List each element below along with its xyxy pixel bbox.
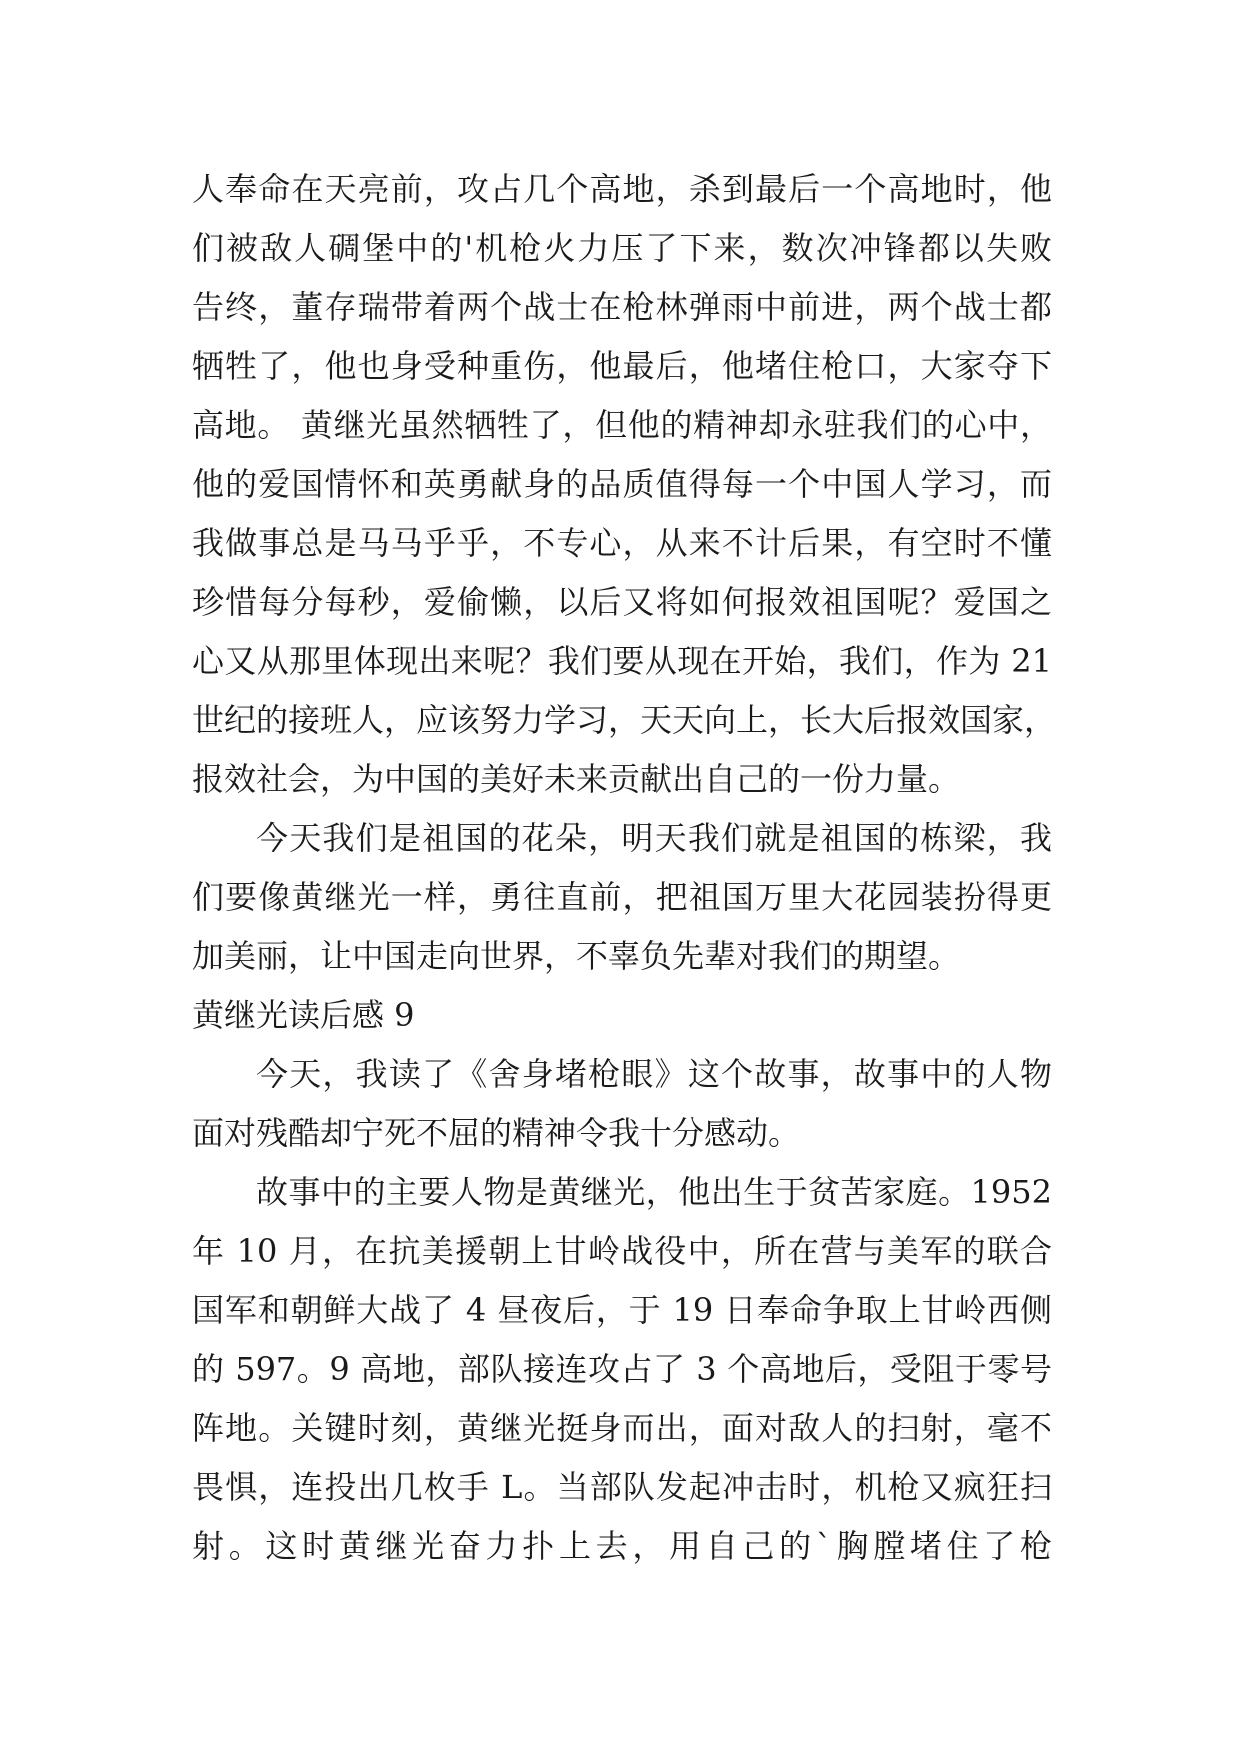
text-line: 们要像黄继光一样，勇往直前，把祖国万里大花园装扮得更 <box>192 878 1052 916</box>
text-line: 世纪的接班人，应该努力学习，天天向上，长大后报效国家， <box>192 701 1057 739</box>
text-line: 高地。 黄继光虽然牺牲了，但他的精神却永驻我们的心中， <box>192 406 1052 444</box>
text-line: 人奉命在天亮前，攻占几个高地，杀到最后一个高地时，他 <box>192 170 1052 208</box>
text-line: 畏惧，连投出几枚手 L。当部队发起冲击时，机枪又疯狂扫 <box>192 1468 1052 1506</box>
text-line: 珍惜每分每秒，爱偷懒，以后又将如何报效祖国呢？爱国之 <box>192 583 1052 621</box>
paragraph-last-line: 面对残酷却宁死不屈的精神令我十分感动。 <box>192 1114 801 1152</box>
text-line: 的 597。9 高地，部队接连攻占了 3 个高地后，受阻于零号 <box>192 1350 1052 1388</box>
text-line: 阵地。关键时刻，黄继光挺身而出，面对敌人的扫射，毫不 <box>192 1409 1052 1447</box>
text-line: 年 10 月，在抗美援朝上甘岭战役中，所在营与美军的联合 <box>192 1232 1052 1270</box>
text-line: 国军和朝鲜大战了 4 昼夜后，于 19 日奉命争取上甘岭西侧 <box>192 1291 1052 1329</box>
section-heading: 黄继光读后感 9 <box>192 996 415 1034</box>
paragraph-first-line: 今天我们是祖国的花朵，明天我们就是祖国的栋梁，我 <box>256 819 1052 857</box>
paragraph-first-line: 今天，我读了《舍身堵枪眼》这个故事，故事中的人物 <box>256 1055 1052 1093</box>
text-line: 我做事总是马马乎乎，不专心，从来不计后果，有空时不懂 <box>192 524 1052 562</box>
text-line: 他的爱国情怀和英勇献身的品质值得每一个中国人学习，而 <box>192 465 1052 503</box>
text-line: 牺牲了，他也身受种重伤，他最后，他堵住枪口，大家夺下 <box>192 347 1052 385</box>
text-line: 射。这时黄继光奋力扑上去，用自己的`胸膛堵住了枪 <box>192 1527 1052 1565</box>
text-line: 们被敌人碉堡中的'机枪火力压了下来，数次冲锋都以失败 <box>192 229 1052 267</box>
paragraph-last-line: 加美丽，让中国走向世界，不辜负先辈对我们的期望。 <box>192 937 961 975</box>
paragraph-first-line: 故事中的主要人物是黄继光，他出生于贫苦家庭。1952 <box>256 1173 1052 1211</box>
document-body <box>192 160 1057 1576</box>
paragraph-last-line: 报效社会，为中国的美好未来贡献出自己的一份力量。 <box>192 760 961 798</box>
text-line: 告终，董存瑞带着两个战士在枪林弹雨中前进，两个战士都 <box>192 288 1052 326</box>
text-line: 心又从那里体现出来呢？我们要从现在开始，我们，作为 21 <box>192 642 1052 680</box>
